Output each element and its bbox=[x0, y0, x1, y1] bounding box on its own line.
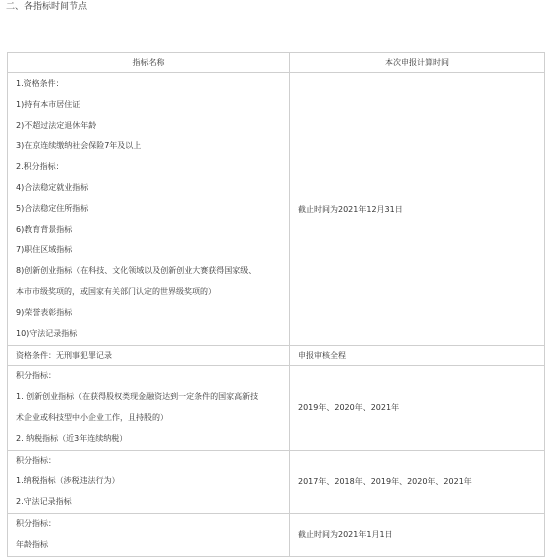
indicator-cell bbox=[8, 450, 290, 513]
indicator-line: 4)合法稳定就业指标 bbox=[16, 182, 89, 192]
section-title: 二、各指标时间节点 bbox=[6, 2, 88, 12]
indicator-line: 5)合法稳定住所指标 bbox=[16, 203, 89, 213]
indicator-line: 9)荣誉表彰指标 bbox=[16, 307, 73, 317]
indicator-line: 2. 纳税指标（近3年连续纳税） bbox=[16, 433, 128, 443]
table-row bbox=[8, 73, 545, 346]
table-row bbox=[8, 513, 545, 556]
indicator-line: 资格条件：无刑事犯罪记录 bbox=[16, 351, 112, 361]
indicator-line: 积分指标： bbox=[16, 455, 56, 465]
table-row bbox=[8, 366, 545, 450]
indicator-time-table bbox=[7, 52, 545, 557]
indicator-line: 2.守法记录指标 bbox=[16, 497, 72, 507]
table-header-row bbox=[8, 53, 545, 73]
time-cell: 2017年、2018年、2019年、2020年、2021年 bbox=[290, 450, 545, 513]
indicator-line: 积分指标： bbox=[16, 371, 56, 381]
header-indicator-name: 指标名称 bbox=[8, 53, 290, 73]
indicator-line: 本市市级奖项的，或国家有关部门认定的世界级奖项的） bbox=[16, 286, 216, 296]
indicator-line: 术企业或科技型中小企业工作，且持股的） bbox=[16, 412, 168, 422]
indicator-line: 3)在京连续缴纳社会保险7年及以上 bbox=[16, 141, 142, 151]
indicator-line: 2)不超过法定退休年龄 bbox=[16, 120, 97, 130]
indicator-line: 1.资格条件： bbox=[16, 79, 64, 88]
indicator-line: 7)职住区域指标 bbox=[16, 245, 73, 255]
header-calc-time: 本次申报计算时间 bbox=[290, 53, 545, 73]
indicator-line: 1.纳税指标（涉税违法行为） bbox=[16, 476, 120, 486]
indicator-cell bbox=[8, 73, 290, 346]
indicator-line: 1. 创新创业指标（在获得股权类现金融资达到一定条件的国家高新技 bbox=[16, 392, 259, 402]
indicator-line: 6)教育背景指标 bbox=[16, 224, 73, 234]
indicator-line: 2.积分指标： bbox=[16, 162, 64, 172]
time-cell: 截止时间为2021年12月31日 bbox=[290, 73, 545, 346]
time-cell: 2019年、2020年、2021年 bbox=[290, 366, 545, 450]
indicator-line: 年龄指标 bbox=[16, 539, 48, 549]
time-cell: 申报审核全程 bbox=[290, 346, 545, 366]
indicator-line: 10)守法记录指标 bbox=[16, 328, 78, 338]
indicator-cell bbox=[8, 346, 290, 366]
indicator-line: 积分指标： bbox=[16, 518, 56, 528]
indicator-cell bbox=[8, 513, 290, 556]
table-row bbox=[8, 450, 545, 513]
table-row bbox=[8, 346, 545, 366]
time-cell: 截止时间为2021年1月1日 bbox=[290, 513, 545, 556]
indicator-line: 8)创新创业指标（在科技、文化领域以及创新创业大赛获得国家级、 bbox=[16, 266, 257, 276]
indicator-line: 1)持有本市居住证 bbox=[16, 99, 81, 109]
indicator-cell bbox=[8, 366, 290, 450]
